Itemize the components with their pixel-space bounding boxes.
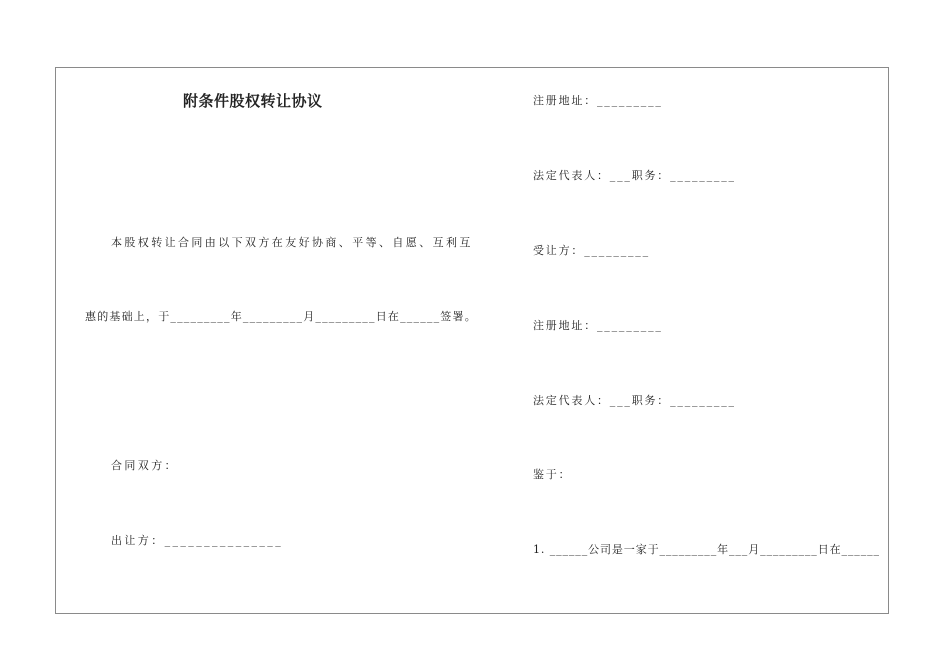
transferee-line: 受让方：_________ xyxy=(533,244,650,257)
whereas-heading: 鉴于： xyxy=(533,468,572,481)
intro-paragraph-line-1: 本股权转让合同由以下双方在友好协商、平等、自愿、互利互 xyxy=(111,236,473,249)
intro-paragraph-line-2: 惠的基础上，于_________年_________月_________日在______签署。 xyxy=(85,310,477,323)
document-title: 附条件股权转让协议 xyxy=(183,92,323,110)
document-page-frame xyxy=(55,67,889,614)
parties-heading: 合同双方： xyxy=(111,459,178,472)
legal-representative-line-1: 法定代表人：___职务：_________ xyxy=(533,169,736,182)
legal-representative-line-2: 法定代表人：___职务：_________ xyxy=(533,394,736,407)
transferor-line: 出让方：_______________ xyxy=(111,534,284,547)
registered-address-line-2: 注册地址：_________ xyxy=(533,319,663,332)
registered-address-line-1: 注册地址：_________ xyxy=(533,94,663,107)
clause-1-line: 1. ______公司是一家于_________年___月_________日在______ xyxy=(533,543,880,556)
